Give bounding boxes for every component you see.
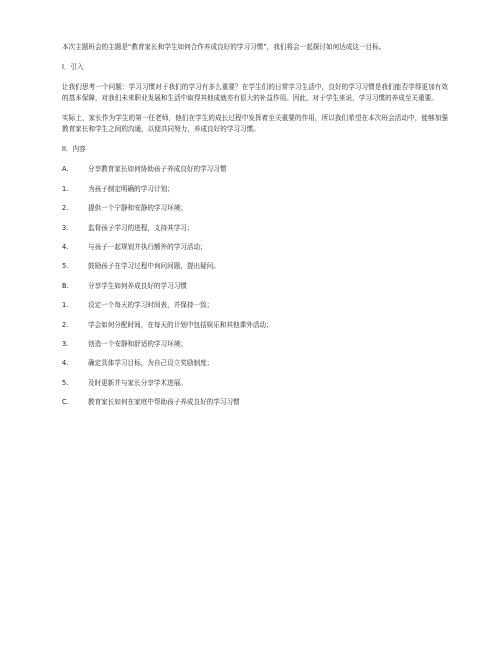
list-item-number: 1.: [62, 184, 69, 193]
subsection-a-text: 分享教育家长如何协助孩子养成良好的学习习惯: [88, 165, 227, 174]
list-item-number: 5.: [62, 378, 69, 387]
list-item-number: 2.: [62, 320, 69, 329]
list-item-number: 2.: [62, 204, 69, 213]
list-item-number: 4.: [62, 359, 69, 368]
subsection-b-label: B.: [62, 281, 69, 290]
intro-body-paragraph-1: 让我们思考一个问题：学习习惯对于我们的学习有多么重要？在学生们的日常学习生活中，良好的学习习惯是我们能否学得更加有效的基本保障，对我们未来职业发展和生活中取得其他成就亦有很大的补益作用。因此，对于学生来说，学习习惯的养成至关重要。: [62, 83, 448, 103]
list-item: [62, 358, 448, 369]
list-item: [62, 378, 448, 389]
subsection-a-title: [62, 164, 448, 175]
list-item-number: 4.: [62, 242, 69, 251]
list-item-text: 为孩子制定明确的学习计划；: [88, 184, 174, 193]
list-item-text: 创造一个安静和舒适的学习环境；: [88, 339, 187, 348]
list-item-text: 监督孩子学习的进程，支持其学习；: [88, 223, 194, 232]
list-item-text: 提供一个宁静和安静的学习环境；: [88, 204, 187, 213]
subsection-b-title: [62, 281, 448, 292]
list-item: [62, 184, 448, 195]
subsection-b-text: 分享学生如何养成良好的学习习惯: [88, 281, 187, 290]
subsection-c-label: C.: [62, 398, 69, 407]
list-item: [62, 242, 448, 253]
list-item-number: 3.: [62, 223, 69, 232]
list-item-text: 及时更新并与家长分享学术进展。: [88, 378, 187, 387]
list-item: [62, 320, 448, 331]
list-item-text: 学会如何分配时间，在每天的计划中包括娱乐和其他课外活动；: [88, 320, 273, 329]
subsection-c-title: [62, 397, 448, 408]
list-item: [62, 223, 448, 234]
list-item: [62, 203, 448, 214]
list-item: [62, 339, 448, 350]
list-item-text: 确定具体学习目标，为自己设立奖励制度；: [88, 359, 214, 368]
list-item: [62, 300, 448, 311]
section-heading-content: II．内容: [62, 145, 86, 154]
subsection-c-text: 教育家长如何在家庭中帮助孩子养成良好的学习习惯: [88, 398, 240, 407]
list-item-text: 与孩子一起规划并执行额外的学习活动；: [88, 242, 207, 251]
list-item-number: 1.: [62, 301, 69, 310]
section-heading-intro: I．引入: [62, 63, 84, 71]
list-item-text: 设定一个每天的学习时间表，并保持一致；: [88, 301, 214, 310]
list-item-number: 5.: [62, 262, 69, 271]
document-page: [62, 42, 448, 416]
list-item-text: 鼓励孩子在学习过程中询问问题，提出疑问。: [88, 262, 220, 271]
subsection-a-label: A.: [62, 165, 69, 174]
intro-body-paragraph-2: 实际上，家长作为学生的第一任老师，他们在学生的成长过程中发挥着至关重要的作用，所以我们希望在本次班会活动中，能够加强教育家长和学生之间的沟通，以便共同努力，养成良好的学习习惯。: [62, 114, 448, 134]
list-item: [62, 261, 448, 272]
list-item-number: 3.: [62, 339, 69, 348]
intro-paragraph: 本次主题班会的主题是“教育家长和学生如何合作养成良好的学习习惯”，我们将会一起探讨如何达成这一目标。: [62, 43, 386, 51]
